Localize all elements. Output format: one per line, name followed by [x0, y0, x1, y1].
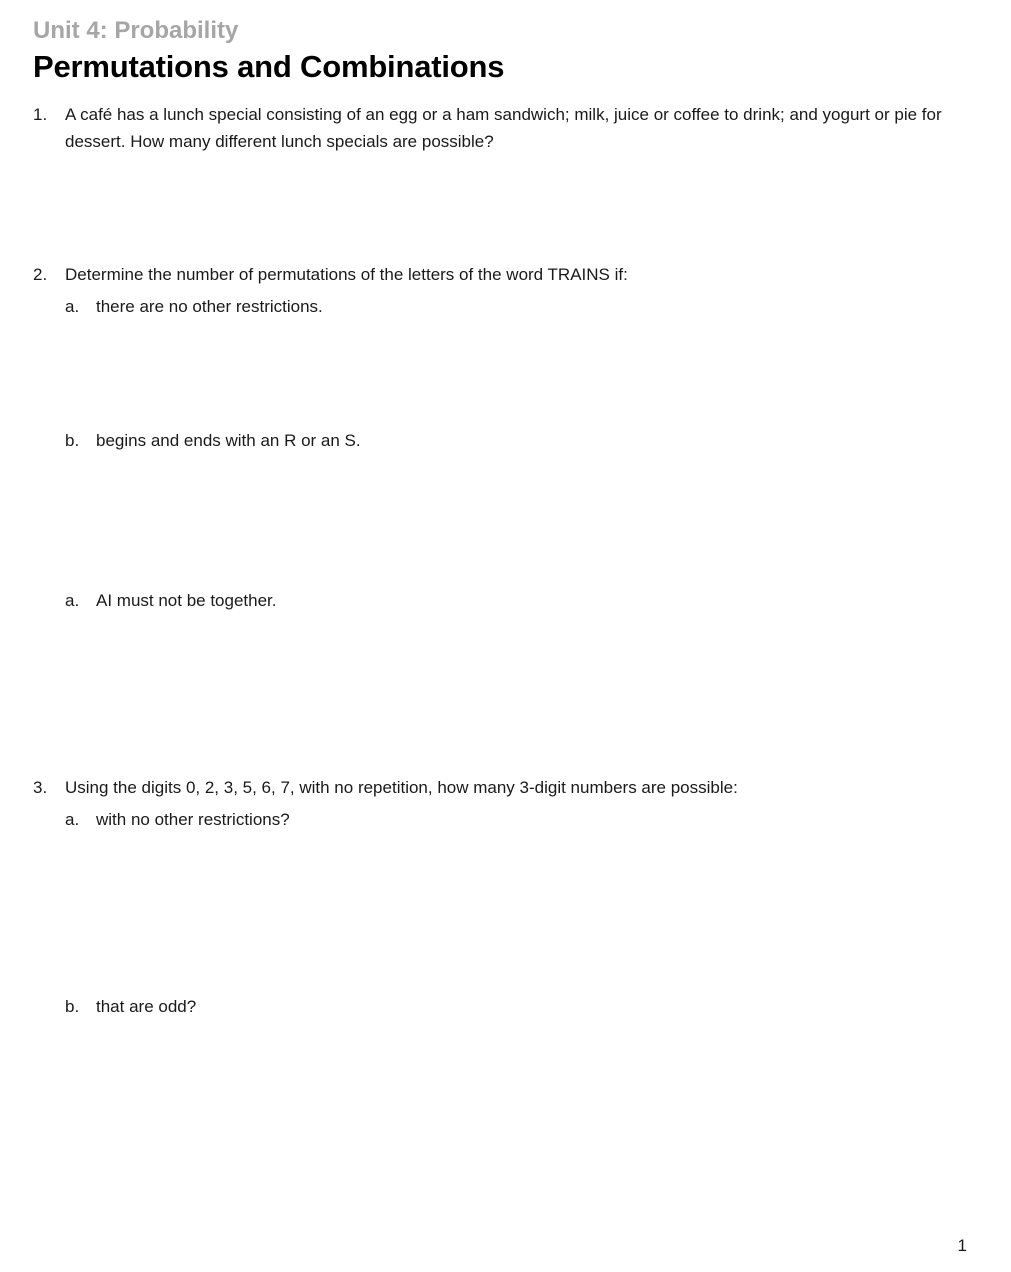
question-2c-letter: a. [65, 591, 80, 610]
question-3a-letter: a. [65, 810, 80, 829]
question-2c-text: AI must not be together. [96, 591, 277, 610]
question-2b-text: begins and ends with an R or an S. [96, 431, 361, 450]
question-3b-letter: b. [65, 997, 80, 1016]
question-2a-letter: a. [65, 297, 80, 316]
unit-title: Unit 4: Probability [33, 17, 239, 44]
question-1-text: A café has a lunch special consisting of an egg or a ham sandwich; milk, juice or coffee to drink; and yogurt or pie for dessert. How many different lunch specials are possible? [65, 105, 942, 151]
page-title: Permutations and Combinations [33, 49, 505, 84]
question-2b-letter: b. [65, 431, 80, 450]
question-2-number: 2. [33, 265, 48, 284]
question-3-number: 3. [33, 778, 48, 797]
page-number: 1 [957, 1236, 967, 1255]
question-2a-text: there are no other restrictions. [96, 297, 323, 316]
question-3b-text: that are odd? [96, 997, 197, 1016]
question-3a-text: with no other restrictions? [96, 810, 290, 829]
question-2-text: Determine the number of permutations of the letters of the word TRAINS if: [65, 265, 628, 284]
question-1-number: 1. [33, 105, 48, 124]
question-3-text: Using the digits 0, 2, 3, 5, 6, 7, with no repetition, how many 3-digit numbers are possible: [65, 778, 738, 797]
